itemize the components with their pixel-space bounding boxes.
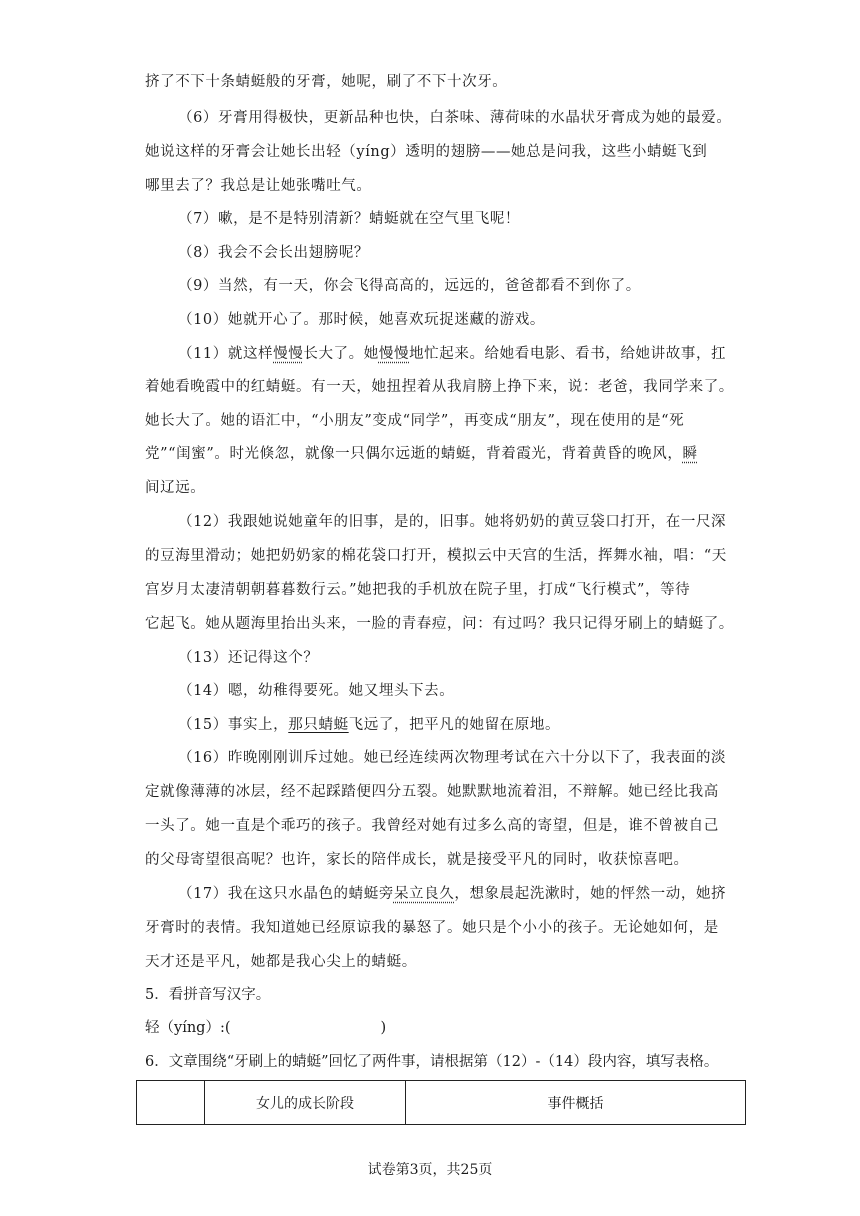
paragraph-10: （10）她就开心了。那时候，她喜欢玩捉迷藏的游戏。 (178, 312, 545, 328)
table-header-cell-event: 事件概括 (406, 1081, 746, 1125)
paragraph-13: （13）还记得这个？ (178, 650, 319, 666)
paragraph-16-line-4: 的父母寄望很高呢？也许，家长的陪伴成长，就是接受平凡的同时，收获惊喜吧。 (145, 852, 689, 868)
p15-underlined: 那只蜻蜓 (288, 717, 349, 733)
paragraph-16-line-1: （16）昨晚刚刚训斥过她。她已经连续两次物理考试在六十分以下了，我表面的淡 (178, 750, 727, 766)
paragraph-14: （14）嗯，幼稚得要死。她又埋头下去。 (178, 683, 455, 699)
q5-prompt-close: ) (380, 1020, 387, 1036)
p11-text-c: 长大了。她 (303, 346, 379, 362)
paragraph-7: （7）嗽，是不是特别清新？蜻蜓就在空气里飞呢！ (178, 211, 521, 227)
page-footer: 试卷第3页，共25页 (367, 1162, 493, 1178)
p17-emphasis: 呆立良久 (393, 886, 455, 902)
paragraph-11-line-5: 间辽远。 (145, 480, 206, 496)
question-5-prompt (145, 1018, 386, 1038)
question-5-title: 5．看拼音写汉字。 (145, 987, 271, 1003)
p11-text-e: 地忙起来。给她看电影、看书，给她讲故事，扛 (409, 346, 727, 362)
paragraph-11-line-3: 她长大了。她的语汇中，“小朋友”变成“同学”，再变成“朋友”，现在使用的是“死 (145, 413, 685, 429)
question-6-title: 6．文章围绕“牙刷上的蜻蜓”回忆了两件事，请根据第（12）-（14）段内容，填写表格。 (145, 1054, 719, 1070)
p11-emphasis-1: 慢慢 (273, 346, 304, 362)
paragraph-9: （9）当然，有一天，你会飞得高高的，远远的，爸爸都看不到你了。 (178, 278, 641, 294)
paragraph-16-line-2: 定就像薄薄的冰层，经不起踩踏便四分五裂。她默默地流着泪，不辩解。她已经比我高 (145, 784, 719, 800)
paragraph-11-line-4 (145, 444, 720, 464)
paragraph-17-line-3: 天才还是平凡，她都是我心尖上的蜻蜓。 (145, 954, 417, 970)
paragraph-15 (178, 715, 723, 735)
p11-emphasis-3: 瞬 (682, 446, 698, 462)
p15-text-c: 飞远了，把平凡的她留在原地。 (348, 717, 561, 733)
p11-emphasis-2: 慢慢 (378, 346, 410, 362)
table-header-cell-stage: 女儿的成长阶段 (205, 1081, 406, 1125)
paragraph-12-line-3: 宫岁月太凄清朝朝暮暮数行云。”她把我的手机放在院子里，打成“飞行模式”，等待 (145, 582, 691, 598)
paragraph-12-line-2: 的豆海里滑动；她把奶奶家的棉花袋口打开，模拟云中天宫的生活，挥舞水袖，唱：“天 (145, 548, 727, 564)
p11-text-a: （11）就这样 (178, 346, 274, 362)
p17-text-c: ，想象晨起洗漱时，她的怦然一动，她挤 (454, 886, 727, 902)
paragraph-12-line-4: 它起飞。她从题海里抬出头来，一脸的青春痘，问：有过吗？我只记得牙刷上的蜻蜓了。 (145, 616, 734, 632)
paragraph-12-line-1: （12）我跟她说她童年的旧事，是的，旧事。她将奶奶的黄豆袋口打开，在一尺深 (178, 514, 727, 530)
p15-text-a: （15）事实上， (178, 717, 289, 733)
answer-table (136, 1080, 746, 1125)
q5-prompt-text: 轻（yíng）:( (145, 1020, 231, 1036)
p17-text-a: （17）我在这只水晶色的蜻蜓旁 (178, 886, 394, 902)
paragraph-11-line-1 (178, 344, 727, 364)
paragraph-17-line-2: 牙膏时的表情。我知道她已经原谅我的暴怒了。她只是个小小的孩子。无论她如何，是 (145, 920, 719, 936)
paragraph-6-line-1: （6）牙膏用得极快，更新品种也快，白茶味、薄荷味的水晶状牙膏成为她的最爱。 (178, 110, 732, 126)
paragraph-17-line-1 (178, 884, 727, 904)
p11-line4-text: 党”“闺蜜”。时光倏忽，就像一只偶尔远逝的蜻蜓，背着霞光，背着黄昏的晚风， (145, 446, 683, 462)
paragraph-16-line-3: 一头了。她一直是个乖巧的孩子。我曾经对她有过多么高的寄望，但是，谁不曾被自己 (145, 818, 719, 834)
paragraph-11-line-2: 着她看晚霞中的红蜻蜓。有一天，她扭捏着从我肩膀上挣下来，说：老爸，我同学来了。 (145, 379, 734, 395)
paragraph-6-line-3: 哪里去了？我总是让她张嘴吐气。 (145, 178, 372, 194)
paragraph-6-line-2: 她说这样的牙膏会让她长出轻（yíng）透明的翅膀——她总是问我，这些小蜻蜓飞到 (145, 144, 708, 160)
table-header-cell-blank (137, 1081, 205, 1125)
paragraph-8: （8）我会不会长出翅膀呢？ (178, 245, 370, 261)
paragraph-5-tail: 挤了不下十条蜻蜓般的牙膏，她呢，刷了不下十次牙。 (145, 74, 508, 90)
table-header-row (137, 1081, 746, 1125)
